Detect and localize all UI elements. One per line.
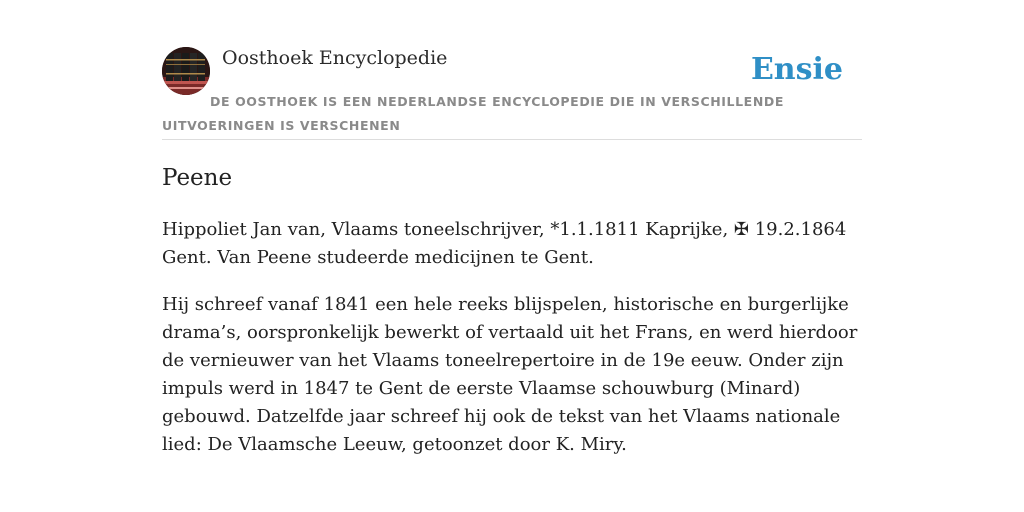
- article-title: Peene: [162, 165, 233, 191]
- encyclopedia-books-icon[interactable]: [162, 47, 210, 95]
- brand-logo[interactable]: Ensie: [750, 52, 843, 87]
- article-body: [162, 216, 862, 478]
- header-divider: [162, 139, 862, 140]
- site-tagline: DE OOSTHOEK IS EEN NEDERLANDSE ENCYCLOPEDIE DIE IN VERSCHILLENDE UITVOERINGEN IS VERSCHENEN: [162, 94, 784, 133]
- article-paragraph: Hippoliet Jan van, Vlaams toneelschrijver, *1.1.1811 Kaprijke, ✠ 19.2.1864 Gent. Van Peene studeerde medicijnen te Gent.: [162, 219, 847, 268]
- article-paragraph: Hij schreef vanaf 1841 een hele reeks blijspelen, historische en burgerlijke drama’s, oorspronkelijk bewerkt of vertaald uit het Frans, en werd hierdoor de vernieuwer van het Vlaams toneelrepertoire in de 19e eeuw. Onder zijn impuls werd in 1847 te Gent de eerste Vlaamse schouwburg (Minard) gebouwd. Datzelfde jaar schreef hij ook de tekst van het Vlaams nationale lied: De Vlaamsche Leeuw, getoonzet door K. Miry.: [162, 294, 858, 455]
- site-name[interactable]: Oosthoek Encyclopedie: [222, 47, 448, 69]
